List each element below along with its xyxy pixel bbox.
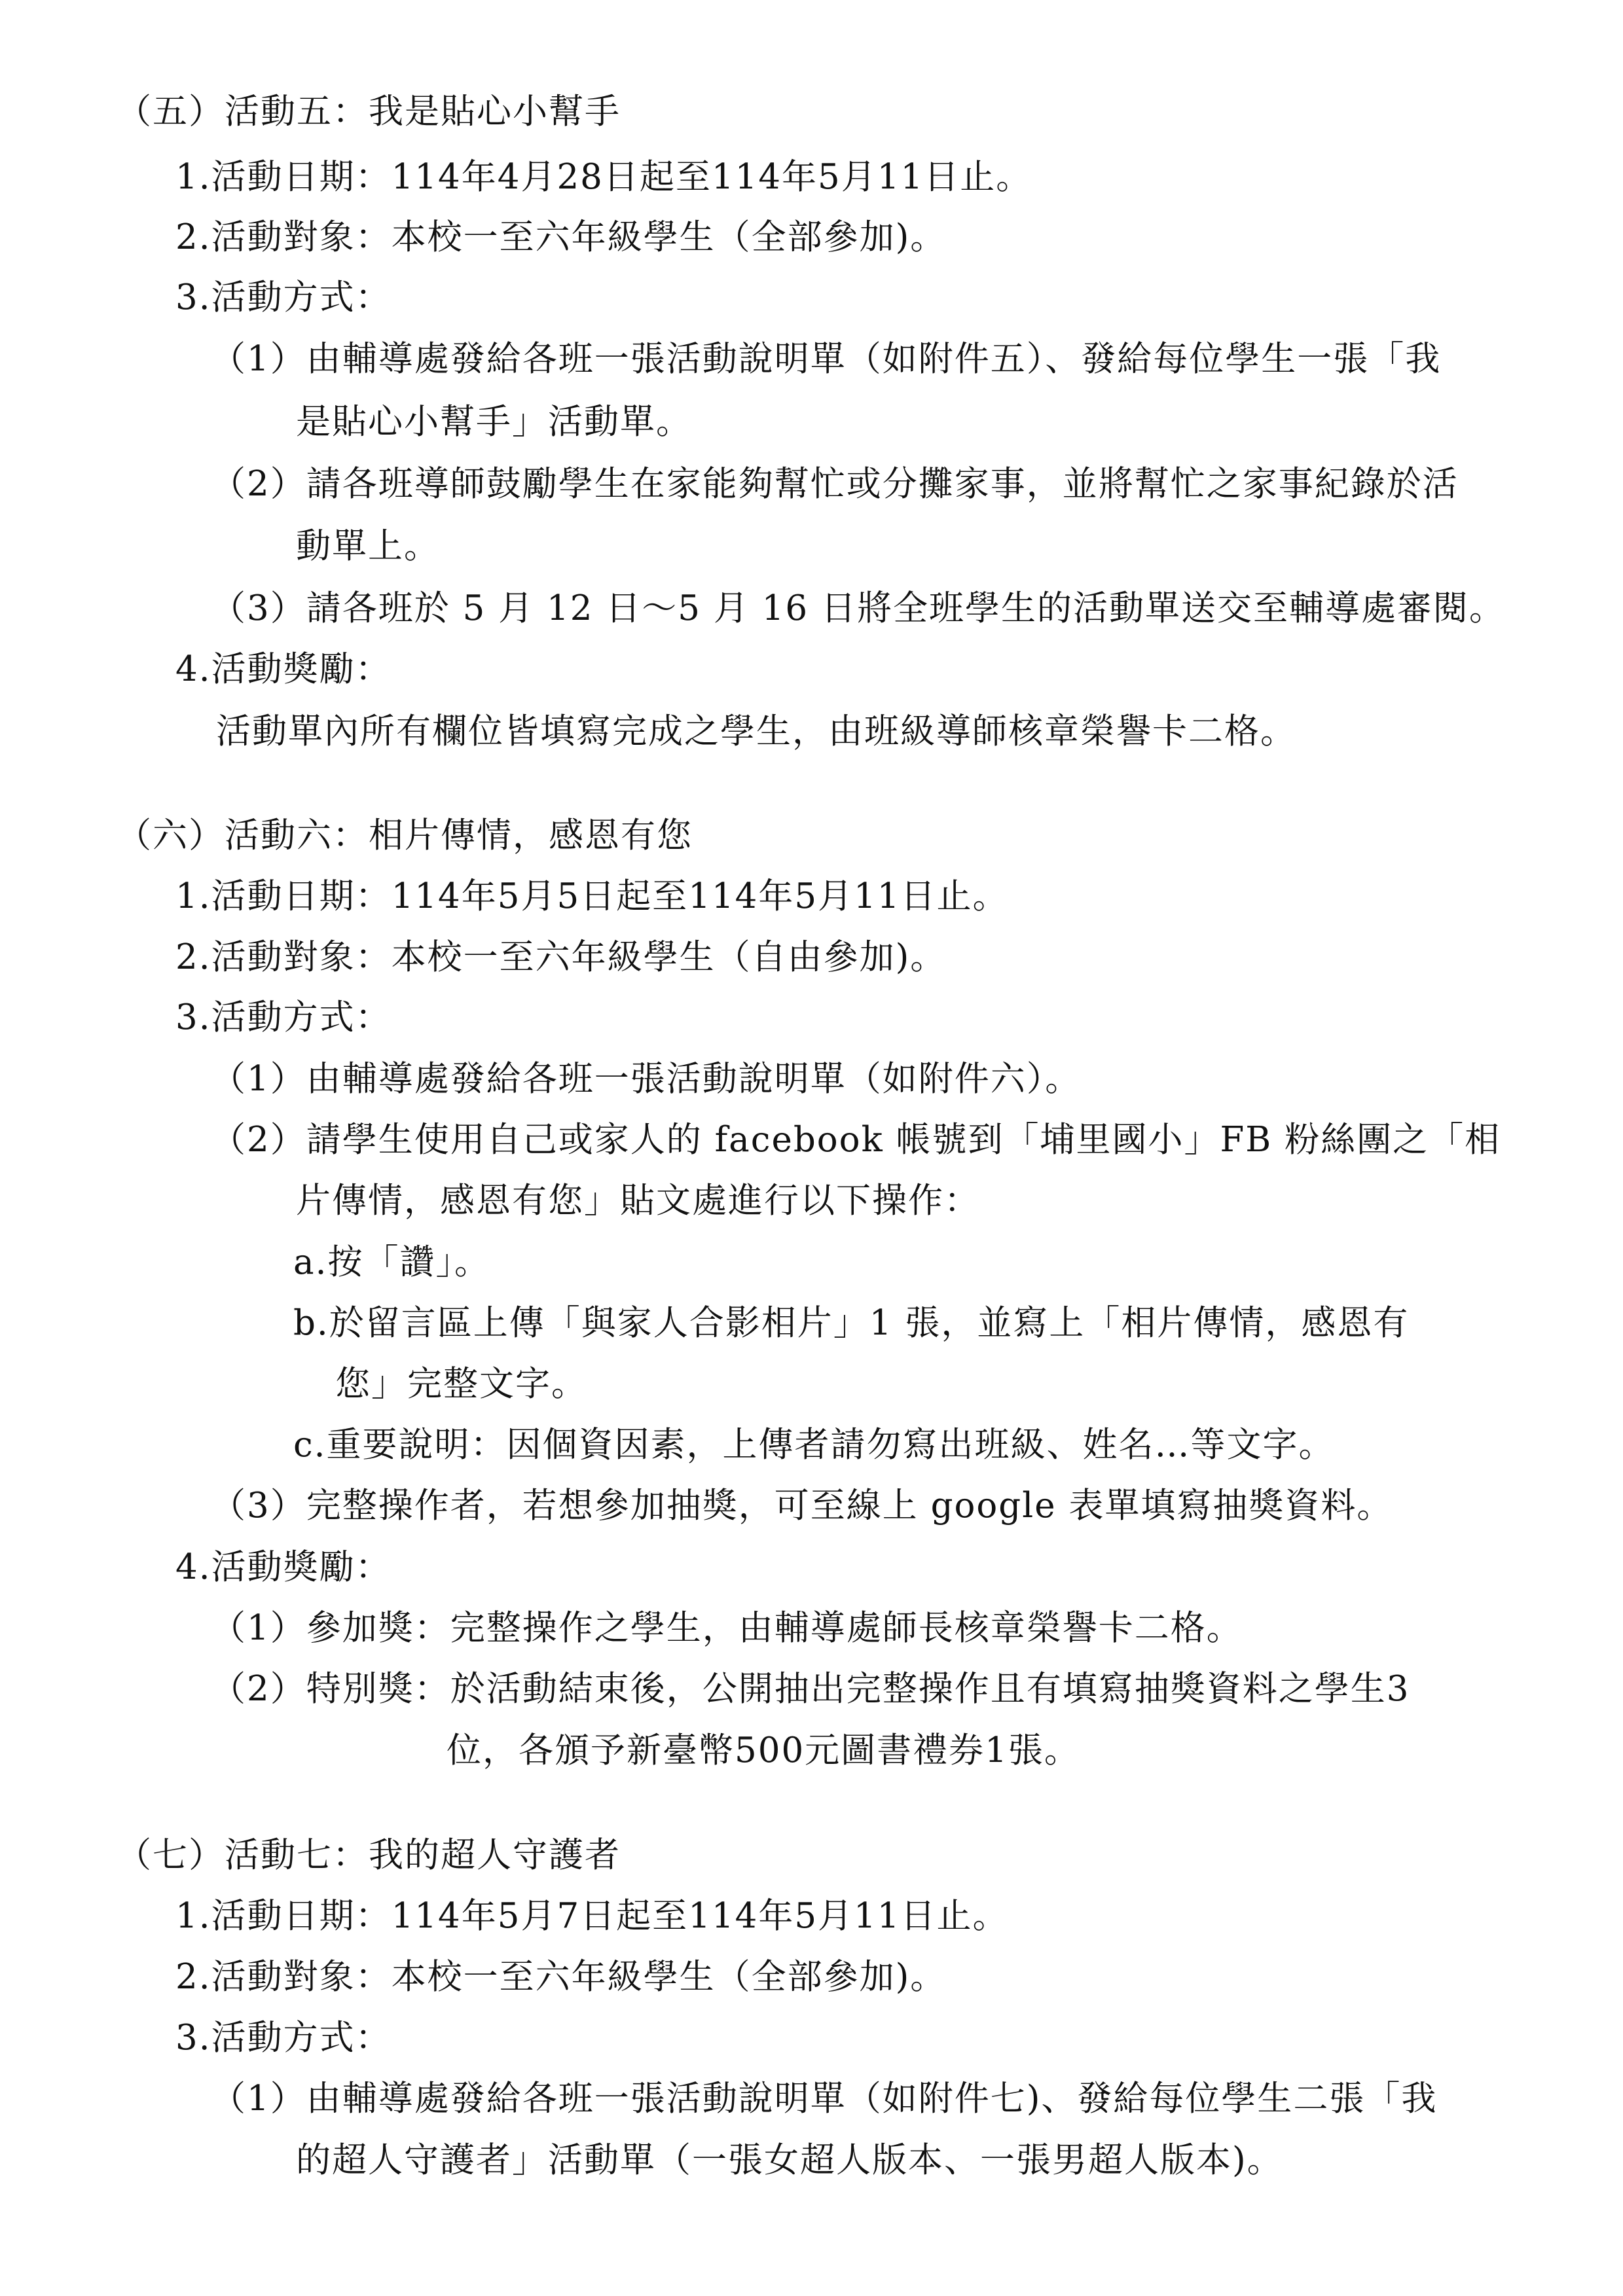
activity-target: 2.活動對象：本校一至六年級學生（自由參加)。 [175, 937, 947, 977]
operation-step-a: a.按「讚」。 [293, 1242, 490, 1282]
method-item-1: （1）由輔導處發給各班一張活動說明單（如附件七)、發給每位學生二張「我 [211, 2079, 1438, 2119]
activity-method-label: 3.活動方式： [175, 278, 392, 317]
activity-method-label: 3.活動方式： [175, 2018, 392, 2058]
activity-date: 1.活動日期：114年5月5日起至114年5月11日止。 [175, 876, 1009, 916]
reward-item-2: （2）特別獎：於活動結束後，公開抽出完整操作且有填寫抽獎資料之學生3 [211, 1669, 1410, 1709]
method-item-3: （3）完整操作者，若想參加抽獎，可至線上 google 表單填寫抽獎資料。 [211, 1486, 1393, 1526]
section-heading-6: （六）活動六：相片傳情，感恩有您 [117, 816, 693, 855]
method-item-2: （2）請學生使用自己或家人的 facebook 帳號到「埔里國小」FB 粉絲團之「相 [211, 1120, 1501, 1160]
section-heading-5: （五）活動五：我是貼心小幫手 [117, 92, 621, 132]
activity-target: 2.活動對象：本校一至六年級學生（全部參加)。 [175, 1957, 947, 1997]
method-item-1-cont: 的超人守護者」活動單（一張女超人版本、一張男超人版本)。 [296, 2140, 1283, 2180]
reward-text: 活動單內所有欄位皆填寫完成之學生，由班級導師核章榮譽卡二格。 [216, 711, 1296, 751]
activity-method-label: 3.活動方式： [175, 997, 392, 1037]
operation-step-c: c.重要說明：因個資因素，上傳者請勿寫出班級、姓名…等文字。 [293, 1425, 1335, 1465]
activity-target: 2.活動對象：本校一至六年級學生（全部參加)。 [175, 217, 947, 257]
method-item-1-cont: 是貼心小幫手」活動單。 [296, 402, 692, 442]
method-item-3: （3）請各班於 5 月 12 日～5 月 16 日將全班學生的活動單送交至輔導處審閱。 [211, 588, 1505, 628]
activity-reward-label: 4.活動獎勵： [175, 649, 392, 689]
operation-step-b-cont: 您」完整文字。 [335, 1364, 587, 1404]
method-item-2-cont: 片傳情，感恩有您」貼文處進行以下操作： [296, 1181, 980, 1221]
method-item-1: （1）由輔導處發給各班一張活動說明單（如附件五）、發給每位學生一張「我 [211, 339, 1442, 379]
section-heading-7: （七）活動七：我的超人守護者 [117, 1835, 621, 1875]
method-item-2-cont: 動單上。 [296, 526, 440, 566]
activity-date: 1.活動日期：114年4月28日起至114年5月11日止。 [175, 157, 1032, 197]
reward-item-1: （1）參加獎：完整操作之學生，由輔導處師長核章榮譽卡二格。 [211, 1608, 1243, 1648]
activity-reward-label: 4.活動獎勵： [175, 1547, 392, 1587]
method-item-1: （1）由輔導處發給各班一張活動說明單（如附件六）。 [211, 1059, 1082, 1099]
method-item-2: （2）請各班導師鼓勵學生在家能夠幫忙或分攤家事，並將幫忙之家事紀錄於活 [211, 464, 1459, 504]
activity-date: 1.活動日期：114年5月7日起至114年5月11日止。 [175, 1896, 1009, 1936]
reward-item-2-cont: 位，各頒予新臺幣500元圖書禮券1張。 [447, 1731, 1080, 1770]
operation-step-b: b.於留言區上傳「與家人合影相片」1 張，並寫上「相片傳情，感恩有 [293, 1303, 1410, 1343]
